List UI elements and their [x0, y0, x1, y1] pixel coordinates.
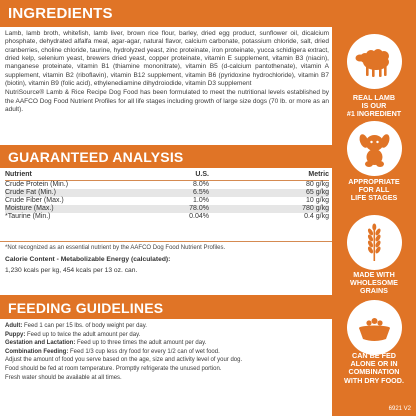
- feeding-line: Food should be fed at room temperature. Promptly refrigerate the unused portion.: [5, 365, 222, 372]
- taurine-footnote: *Not recognized as an essential nutrient by the AAFCO Dog Food Nutrient Profiles.: [5, 245, 226, 251]
- claim-life-stages: APPROPRIATE FOR ALL LIFE STAGES: [348, 177, 400, 203]
- ingredients-list: Lamb, lamb broth, whitefish, lamb liver, brown rice flour, barley, dried egg product, sunflower oil, dicalcium phosphate, dehydrated alfalfa meal, agar-agar, natural flavor, calcium carbonate, potassium chloride, salt, dried cranberries, choline chloride, taurine, hydrolyzed yeast, zinc proteinate, iron proteinate, yucca schidigera extract, dried kelp, selenium yeast, brewers dried yeast, copper proteinate, vitamin E supplement, vitamin B3 (niacin), manganese proteinate, vitamin B1 (thiamine mononitrate), vitamin B5 (d-calcium pantothenate), vitamin A supplement, vitamin B2 (riboflavin), vitamin B12 supplement, vitamin B6 (pyridoxine hydrochloride), vitamin B7 (biotin), vitamin B9 (folic acid), ethylenediamine dihydroiodide, vitamin D3 supplement: [5, 30, 329, 88]
- feeding-heading-band: [0, 295, 332, 319]
- analysis-heading-band: [0, 145, 332, 168]
- nutrient-metric: 65 g/kg: [209, 189, 329, 197]
- ingredients-heading-band: [0, 0, 332, 27]
- wheat-icon: [347, 215, 402, 270]
- version-code: 6921 V2: [388, 406, 411, 412]
- feeding-line: Gestation and Lactation: Feed up to three times the adult amount per day.: [5, 340, 207, 347]
- calorie-title: Calorie Content - Metabolizable Energy (calculated):: [5, 256, 171, 263]
- nutrient-metric: 780 g/kg: [209, 205, 329, 213]
- nutrient-us: 0.04%: [189, 213, 209, 220]
- aafco-statement: NutriSource® Lamb & Rice Recipe Dog Food has been formulated to meet the nutritional levels established by the AAFCO Dog Food Nutrient Profiles for all life stages including growth of large size dogs (70 lb. or more as an adult).: [5, 89, 329, 114]
- col-nutrient: Nutrient: [5, 170, 149, 181]
- feeding-line: Puppy: Feed up to twice the adult amount per day.: [5, 331, 141, 338]
- table-row: [5, 181, 329, 190]
- table-header-row: [5, 170, 329, 181]
- table-row: [5, 213, 329, 221]
- ingredients-heading: INGREDIENTS: [8, 5, 113, 22]
- nutrient-metric: 10 g/kg: [306, 197, 329, 204]
- bowl-badge: [347, 300, 402, 355]
- feeding-line: Fresh water should be available at all times.: [5, 374, 122, 381]
- feeding-line: Combination Feeding: Feed 1/3 cup less dry food for every 1/2 can of wet food.: [5, 348, 220, 355]
- puppy-badge: [347, 121, 402, 176]
- nutrient-us: 78.0%: [149, 205, 209, 213]
- nutrient-name: Crude Fiber (Max.): [5, 197, 64, 204]
- claim-combination-feeding: CAN BE FED ALONE OR IN COMBINATION WITH DRY FOOD.: [344, 351, 404, 385]
- grains-badge: [347, 215, 402, 270]
- lamb-badge: [347, 34, 402, 89]
- claims-sidebar: [332, 0, 416, 416]
- table-bottom-rule: [0, 241, 332, 242]
- guaranteed-analysis-table: [5, 170, 329, 221]
- nutrient-name: Moisture (Max.): [5, 205, 149, 213]
- ingredients-body: [5, 30, 329, 114]
- claim-real-lamb: REAL LAMB IS OUR #1 INGREDIENT: [346, 93, 402, 119]
- col-us: U.S.: [149, 170, 209, 181]
- nutrient-name: Crude Protein (Min.): [5, 181, 69, 188]
- calorie-text: 1,230 kcals per kg, 454 kcals per 13 oz. can.: [5, 267, 138, 274]
- feeding-heading: FEEDING GUIDELINES: [8, 300, 164, 316]
- feeding-body: [5, 322, 329, 382]
- table-row: [5, 189, 329, 197]
- nutrient-us: 8.0%: [193, 181, 209, 188]
- nutrient-name: *Taurine (Min.): [5, 213, 51, 220]
- bowl-icon: [347, 300, 402, 355]
- nutrient-metric: 80 g/kg: [306, 181, 329, 188]
- lamb-icon: [347, 34, 402, 89]
- table-row: [5, 197, 329, 205]
- nutrient-metric: 0.4 g/kg: [304, 213, 329, 220]
- col-metric: Metric: [209, 170, 329, 181]
- nutrient-name: Crude Fat (Min.): [5, 189, 149, 197]
- claim-wholesome-grains: MADE WITH WHOLESOME GRAINS: [350, 270, 398, 296]
- feeding-line: Adult: Feed 1 can per 15 lbs. of body weight per day.: [5, 323, 147, 329]
- puppy-icon: [347, 121, 402, 176]
- feeding-line: Adjust the amount of food you serve based on the age, size and activity level of your dog.: [5, 357, 243, 364]
- table-row: [5, 205, 329, 213]
- analysis-heading: GUARANTEED ANALYSIS: [8, 149, 184, 165]
- nutrient-us: 1.0%: [193, 197, 209, 204]
- nutrient-us: 6.5%: [149, 189, 209, 197]
